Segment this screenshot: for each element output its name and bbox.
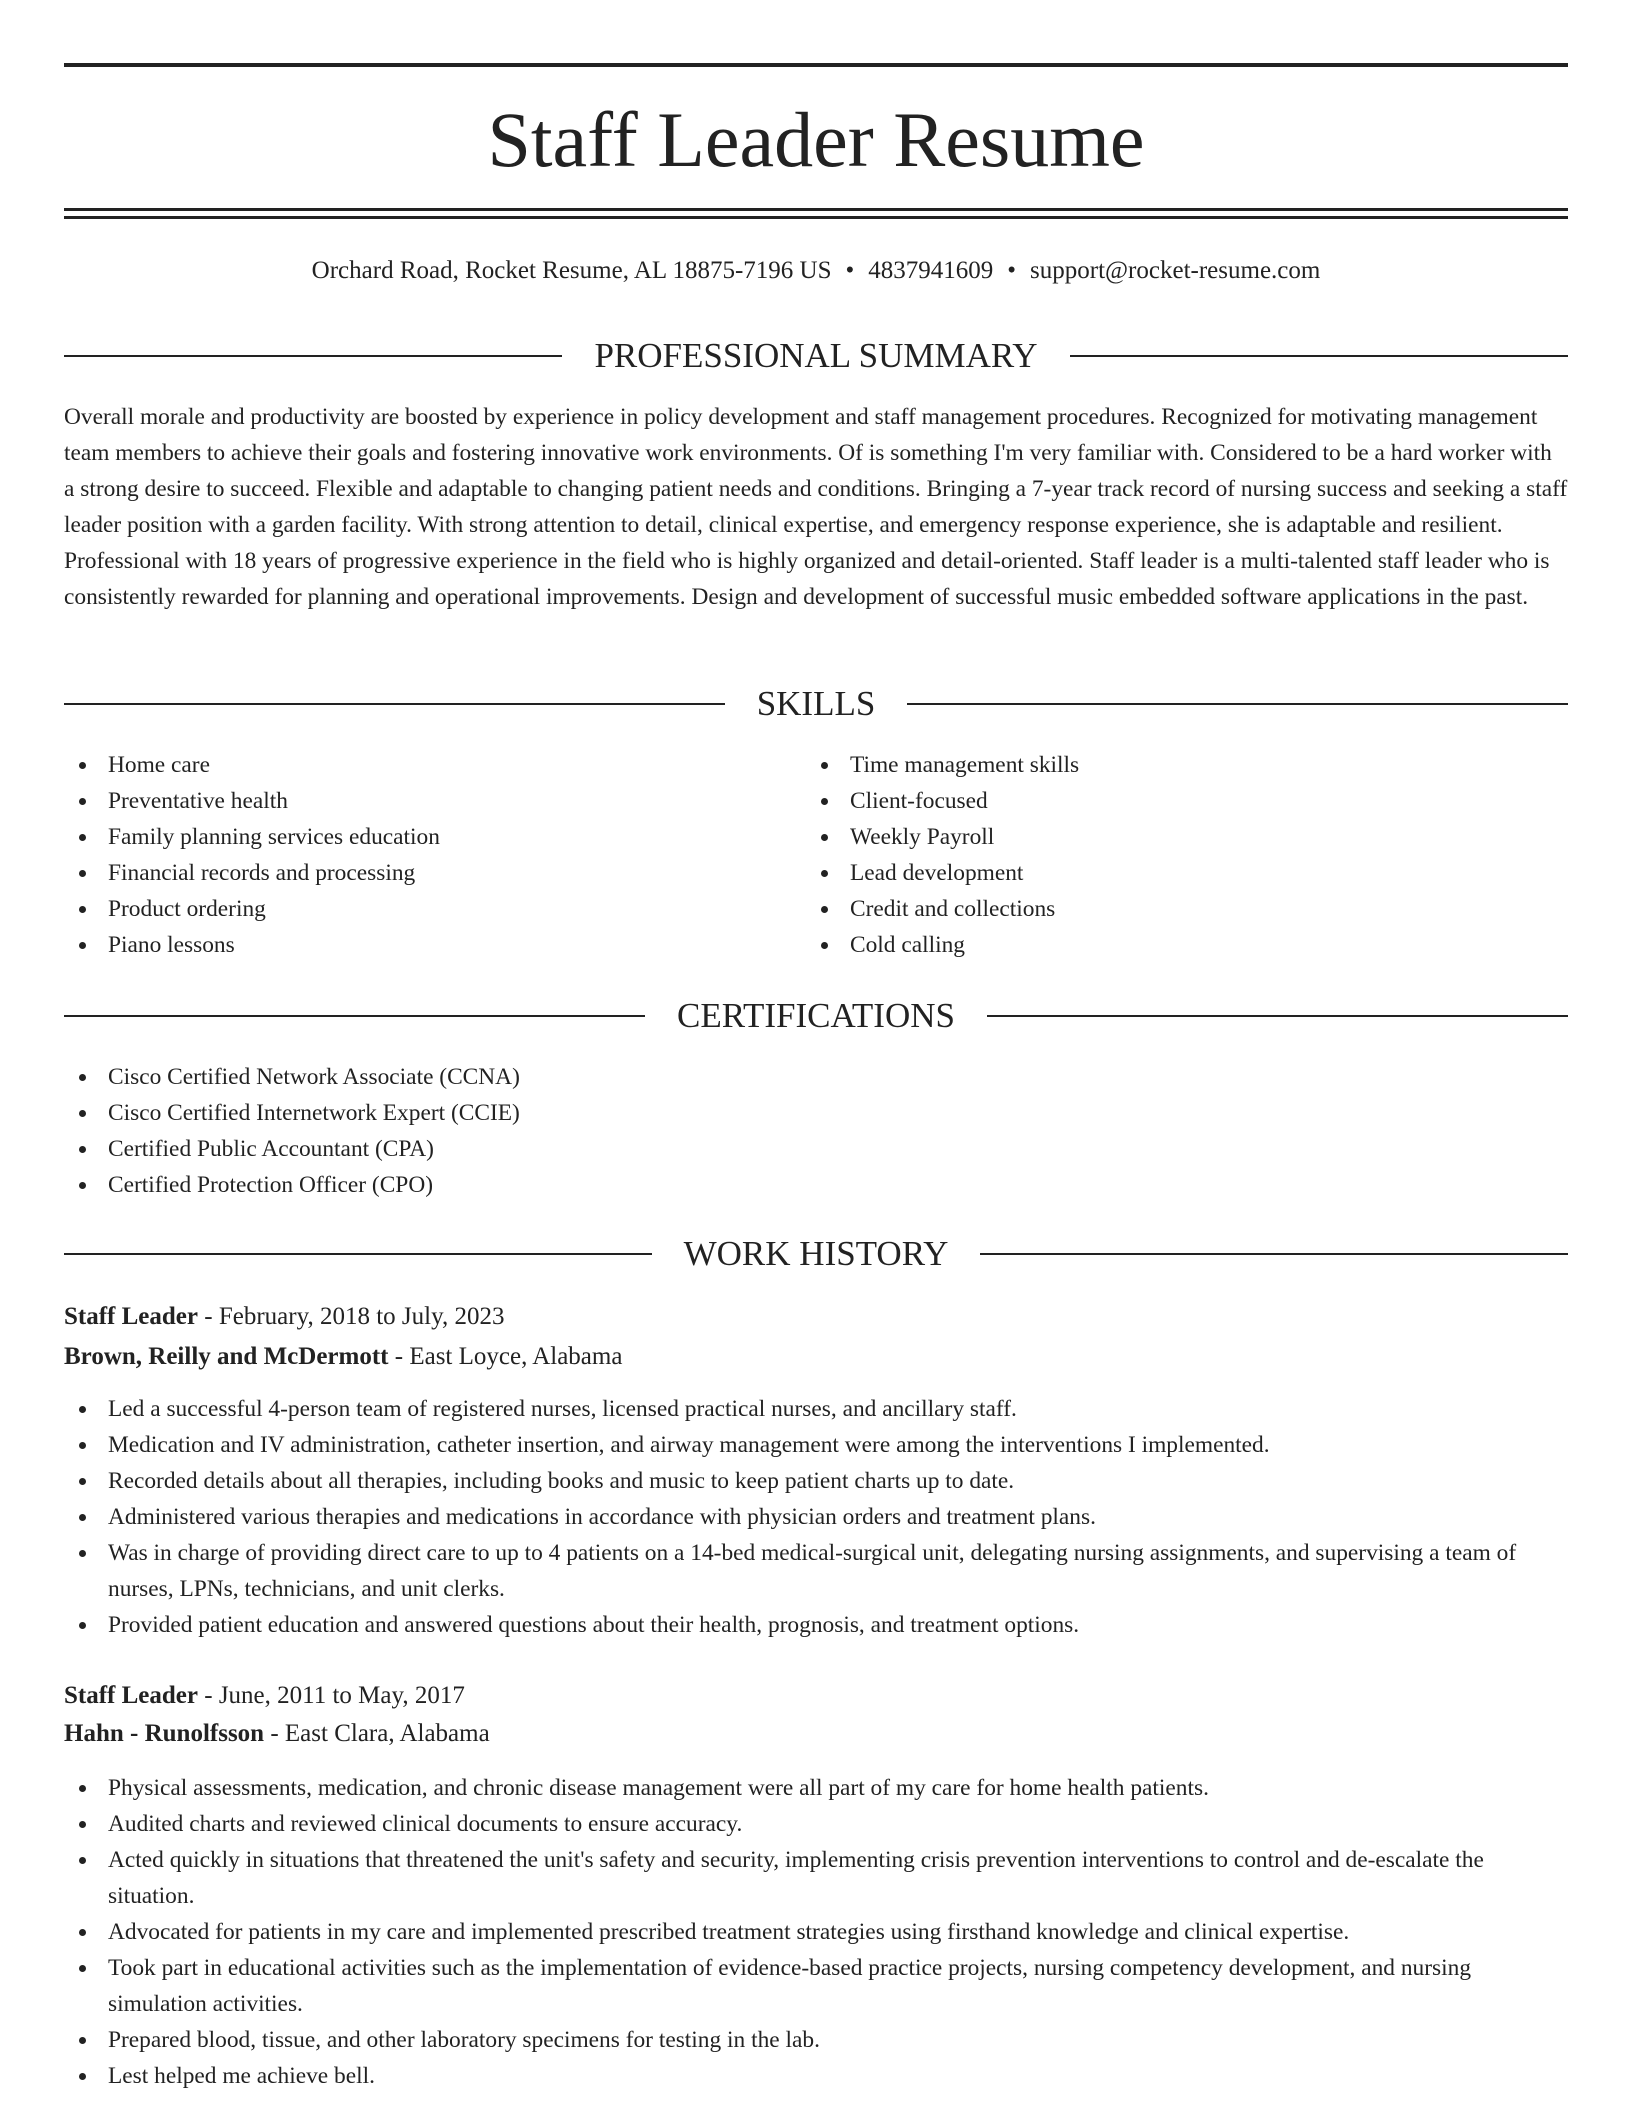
section-header-skills: [64, 682, 1568, 726]
section-rule: [64, 703, 725, 705]
certifications-list: [64, 1059, 1568, 1203]
skill-item: Client-focused: [806, 783, 1506, 819]
skill-item: Financial records and processing: [64, 855, 764, 891]
job-bullet: Acted quickly in situations that threatened the unit's safety and security, implementing crisis prevention interventions to control and de-escalate the situation.: [64, 1842, 1568, 1914]
contact-email: support@rocket-resume.com: [1030, 257, 1321, 284]
skill-item: Lead development: [806, 855, 1506, 891]
section-rule: [64, 1253, 652, 1255]
job-bullet: Physical assessments, medication, and chronic disease management were all part of my care for home health patients.: [64, 1770, 1568, 1806]
section-rule: [64, 1015, 645, 1017]
resume-title: Staff Leader Resume: [487, 96, 1145, 183]
job-bullet: Audited charts and reviewed clinical documents to ensure accuracy.: [64, 1806, 1568, 1842]
skills-column-left: [64, 747, 764, 963]
job-bullets: [64, 1770, 1568, 2094]
contact-phone: 4837941609: [868, 257, 994, 284]
contact-separator: •: [845, 257, 855, 284]
skill-item: Home care: [64, 747, 764, 783]
job-dates: June, 2011 to May, 2017: [218, 1682, 465, 1709]
section-title-summary: PROFESSIONAL SUMMARY: [594, 336, 1038, 375]
top-rule: [64, 63, 1568, 67]
skills-column-right: [806, 747, 1506, 963]
certification-item: Cisco Certified Network Associate (CCNA): [64, 1059, 1568, 1095]
job-bullet: Led a successful 4-person team of registered nurses, licensed practical nurses, and ancillary staff.: [64, 1391, 1568, 1427]
skill-item: Product ordering: [64, 891, 764, 927]
job-location: East Loyce, Alabama: [409, 1343, 623, 1370]
job-bullet: Took part in educational activities such as the implementation of evidence-based practice projects, nursing competency development, and nursing simulation activities.: [64, 1950, 1568, 2022]
section-rule: [64, 355, 562, 357]
job-bullet: Provided patient education and answered questions about their health, prognosis, and treatment options.: [64, 1607, 1568, 1643]
section-rule: [1070, 355, 1568, 357]
job-dates: February, 2018 to July, 2023: [218, 1303, 505, 1330]
job-title-line: Staff Leader - June, 2011 to May, 2017: [64, 1682, 465, 1709]
section-title-work-history: WORK HISTORY: [683, 1234, 949, 1273]
section-title-certifications: CERTIFICATIONS: [677, 996, 955, 1035]
job-title: Staff Leader: [64, 1303, 198, 1330]
section-rule: [907, 703, 1568, 705]
skill-item: Piano lessons: [64, 927, 764, 963]
section-header-certifications: [64, 994, 1568, 1038]
skill-item: Time management skills: [806, 747, 1506, 783]
job-bullet: Advocated for patients in my care and implemented prescribed treatment strategies using firsthand knowledge and clinical expertise.: [64, 1914, 1568, 1950]
skill-item: Credit and collections: [806, 891, 1506, 927]
job-bullet: Was in charge of providing direct care to up to 4 patients on a 14-bed medical-surgical unit, delegating nursing assignments, and supervising a team of nurses, LPNs, technicians, and unit clerks.: [64, 1535, 1568, 1607]
job-company-line: Brown, Reilly and McDermott - East Loyce, Alabama: [64, 1343, 623, 1370]
job-title: Staff Leader: [64, 1682, 198, 1709]
section-title-skills: SKILLS: [756, 684, 876, 723]
section-header-summary: [64, 334, 1568, 378]
job-title-line: Staff Leader - February, 2018 to July, 2023: [64, 1303, 505, 1330]
job-company: Brown, Reilly and McDermott: [64, 1343, 389, 1370]
skill-item: Family planning services education: [64, 819, 764, 855]
section-header-work-history: [64, 1232, 1568, 1276]
certification-item: Cisco Certified Internetwork Expert (CCIE): [64, 1095, 1568, 1131]
section-rule: [980, 1253, 1568, 1255]
job-bullet: Medication and IV administration, catheter insertion, and airway management were among the interventions I implemented.: [64, 1427, 1568, 1463]
certification-item: Certified Public Accountant (CPA): [64, 1131, 1568, 1167]
contact-address: Orchard Road, Rocket Resume, AL 18875-7196 US: [311, 257, 832, 284]
contact-line: [64, 255, 1568, 287]
skill-item: Weekly Payroll: [806, 819, 1506, 855]
job-bullet: Recorded details about all therapies, including books and music to keep patient charts up to date.: [64, 1463, 1568, 1499]
job-bullet: Lest helped me achieve bell.: [64, 2058, 1568, 2094]
section-rule: [987, 1015, 1568, 1017]
skill-item: Preventative health: [64, 783, 764, 819]
contact-separator: •: [1007, 257, 1017, 284]
title-rule-upper: [64, 208, 1568, 211]
job-company-line: Hahn - Runolfsson - East Clara, Alabama: [64, 1720, 490, 1747]
job-bullet: Prepared blood, tissue, and other laboratory specimens for testing in the lab.: [64, 2022, 1568, 2058]
summary-text: Overall morale and productivity are boosted by experience in policy development and staff management procedures. Recognized for motivating management team members to achieve their goals and fostering innovative work environments. Of is something I'm very familiar with. Considered to be a hard worker with a strong desire to succeed. Flexible and adaptable to changing patient needs and conditions. Bringing a 7-year track record of nursing success and seeking a staff leader position with a garden facility. With strong attention to detail, clinical expertise, and emergency response experience, she is adaptable and resilient. Professional with 18 years of progressive experience in the field who is highly organized and detail-oriented. Staff leader is a multi-talented staff leader who is consistently rewarded for planning and operational improvements. Design and development of successful music embedded software applications in the past.: [64, 404, 1568, 610]
title-rule-lower: [64, 216, 1568, 219]
job-bullet: Administered various therapies and medications in accordance with physician orders and treatment plans.: [64, 1499, 1568, 1535]
job-company: Hahn - Runolfsson: [64, 1720, 265, 1747]
job-location: East Clara, Alabama: [284, 1720, 490, 1747]
skill-item: Cold calling: [806, 927, 1506, 963]
job-bullets: [64, 1391, 1568, 1643]
certification-item: Certified Protection Officer (CPO): [64, 1167, 1568, 1203]
